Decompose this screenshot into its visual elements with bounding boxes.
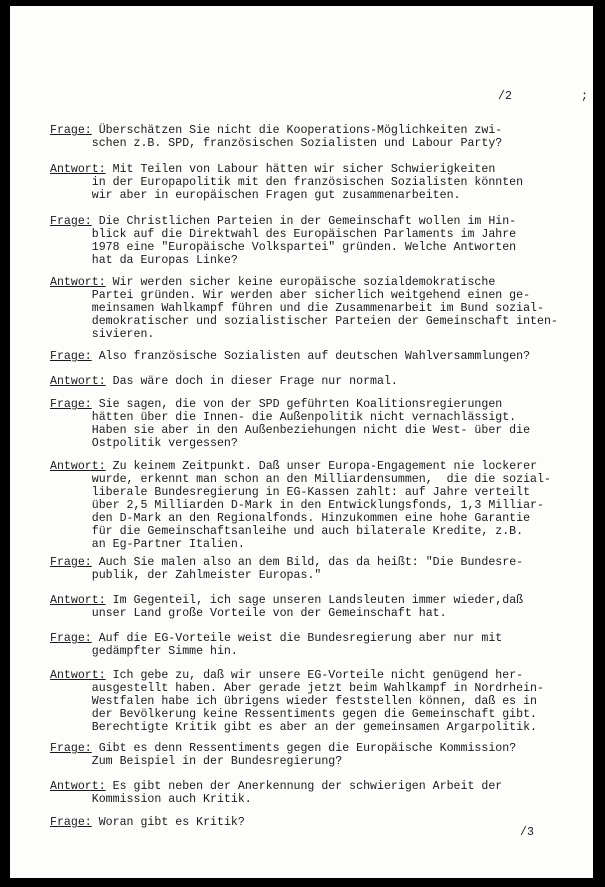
qa-block [50,632,590,658]
qa-block [50,594,590,620]
speaker-label: Frage: [50,816,92,829]
speaker-label: Antwort: [50,276,106,289]
qa-block [50,556,590,582]
speaker-label: Frage: [50,215,92,228]
speaker-label: Frage: [50,350,92,363]
qa-block [50,276,590,341]
speaker-label: Antwort: [50,594,106,607]
qa-block [50,780,590,806]
speaker-label: Frage: [50,742,92,755]
speaker-label: Antwort: [50,163,106,176]
qa-text: Es gibt neben der Anerkennung der schwierigen Arbeit der Kommission auch Kritik. [91,780,503,806]
qa-text: Im Gegenteil, ich sage unseren Landsleuten immer wieder,daß unser Land große Vorteile von der Gemeinschaft hat. [91,594,524,620]
qa-text: Zu keinem Zeitpunkt. Daß unser Europa-Engagement nie lockerer wurde, erkennt man schon an den Milliardensummen, die die sozial- liberale Bundesregierung in EG-Kassen zahlt: auf Jahre verteilt über 2,5 Milliarden D-Mark in den Entwicklungsfonds, 1,3 Milliar- den D-Mark an den Regionalfonds. Hinzukommen eine hohe Garantie für die Gemeinschaftsanleihe und auch bilaterale Kredite, z.B. an Eg-Partner Italien. [91,460,551,551]
qa-text: Ich gebe zu, daß wir unsere EG-Vorteile nicht genügend her- ausgestellt haben. Aber gerade jetzt beim Wahlkampf in Nordrhein- Westfalen habe ich übrigens wieder feststellen können, daß es in der Bevölkerung keine Ressentiments gegen die Gemeinschaft gibt. Berechtigte Kritik gibt es aber an der gemeinsamen Argarpolitik. [91,669,544,734]
qa-block [50,375,590,388]
qa-text: Auch Sie malen also an dem Bild, das da heißt: "Die Bundesre- publik, der Zahlmeister Europas." [91,556,524,582]
speaker-label: Frage: [50,556,92,569]
margin-mark: ; [581,90,588,103]
qa-block [50,398,590,450]
speaker-label: Frage: [50,398,92,411]
qa-text: Das wäre doch in dieser Frage nur normal. [105,375,398,388]
qa-text: Gibt es denn Ressentiments gegen die Europäische Kommission? Zum Beispiel in der Bundesregierung? [91,742,517,768]
qa-text: Auf die EG-Vorteile weist die Bundesregierung aber nur mit gedämpfter Simme hin. [91,632,503,658]
speaker-label: Frage: [50,632,92,645]
qa-block [50,742,590,768]
speaker-label: Antwort: [50,460,106,473]
speaker-label: Antwort: [50,780,106,793]
qa-block [50,163,590,202]
qa-block [50,460,590,551]
qa-text: Sie sagen, die von der SPD geführten Koalitionsregierungen hätten über die Innen- die Außenpolitik nicht vernachlässigt. Haben sie aber in den Außenbeziehungen nicht die West- über die Ostpolitik vergessen? [91,398,531,450]
qa-block [50,124,590,150]
qa-text: Woran gibt es Kritik? [91,816,245,829]
qa-text: Überschätzen Sie nicht die Kooperations-Möglichkeiten zwi- schen z.B. SPD, französischen Sozialisten und Labour Party? [91,124,503,150]
speaker-label: Frage: [50,124,92,137]
qa-text: Wir werden sicher keine europäische sozialdemokratische Partei gründen. Wir werden aber sicherlich weitgehend einen ge- meinsamen Wahlkampf führen und die Zusammenarbeit im Bund sozial- demokratischer und sozialistischer Parteien der Gemeinschaft inten- sivieren. [91,276,558,341]
qa-block [50,669,590,734]
document-page [10,6,593,878]
qa-block [50,350,590,363]
speaker-label: Antwort: [50,375,106,388]
page-number-bottom: /3 [520,826,534,839]
qa-block [50,816,590,829]
qa-text: Die Christlichen Parteien in der Gemeinschaft wollen im Hin- blick auf die Direktwahl des Europäischen Parlaments im Jahre 1978 eine "Europäische Volkspartei" gründen. Welche Antworten hat da Europas Linke? [91,215,517,267]
qa-text: Also französische Sozialisten auf deutschen Wahlversammlungen? [91,350,531,363]
qa-text: Mit Teilen von Labour hätten wir sicher Schwierigkeiten in der Europapolitik mit den französischen Sozialisten könnten wir aber in europäischen Fragen gut zusammenarbeiten. [91,163,524,202]
qa-block [50,215,590,267]
page-number-top: /2 [498,90,512,103]
speaker-label: Antwort: [50,669,106,682]
